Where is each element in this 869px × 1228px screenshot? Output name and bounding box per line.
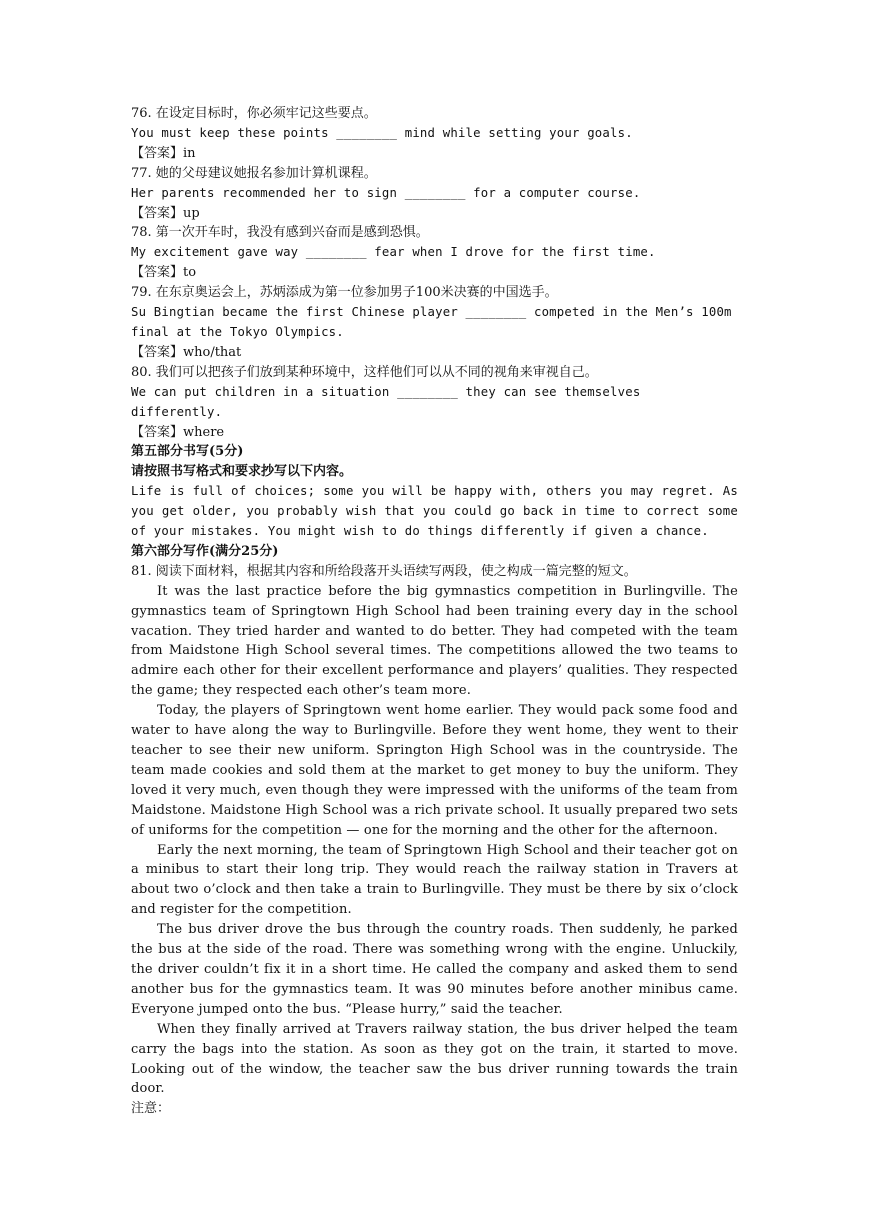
answer-line: 【答案】where [131, 424, 225, 440]
question-english: Her parents recommended her to sign ________ for a computer course. [131, 185, 641, 200]
question-chinese: 78. 第一次开车时，我没有感到兴奋而是感到恐惧。 [131, 225, 429, 241]
story-paragraph: When they finally arrived at Travers railway station, the bus driver helped the team carry the bags into the station. As soon as they got on the train, it started to move. Looking out of the window, the teacher saw the bus driver running towards the train door. [131, 1021, 738, 1097]
question-chinese: 76. 在设定目标时，你必须牢记这些要点。 [131, 106, 377, 121]
question-chinese: 79. 在东京奥运会上，苏炳添成为第一位参加男子100米决赛的中国选手。 [131, 285, 558, 301]
story-paragraph: It was the last practice before the big gymnastics competition in Burlingville. The gymnastics team of Springtown High School had been training every day in the school vacation. They tried harder and wanted to do better. They had competed with the team from Maidstone High School several times. The competitions allowed the two teams to admire each other for their excellent performance and players’ qualities. They respected the game; they respected each other’s team more. [131, 583, 738, 699]
part5-copy-text: Life is full of choices; some you will be happy with, others you may regret. As you get older, you probably wish that you could go back in time to correct some of your mistakes. You might wish to do things differently if given a chance. [131, 484, 746, 539]
question-77 [131, 164, 738, 224]
question-english: You must keep these points ________ mind while setting your goals. [131, 125, 633, 140]
answer-line: 【答案】up [131, 205, 200, 221]
question-english: Su Bingtian became the first Chinese player ________ competed in the Men’s 100m final at the Tokyo Olympics. [131, 305, 740, 339]
answer-line: 【答案】who/that [131, 344, 242, 360]
part5-section [131, 442, 746, 542]
question-chinese: 77. 她的父母建议她报名参加计算机课程。 [131, 165, 377, 181]
part6-section [131, 542, 738, 1119]
part5-title: 第五部分书写(5分) [131, 444, 244, 460]
story-paragraph: Today, the players of Springtown went home earlier. They would pack some food and water to have along the way to Burlingville. Before they went home, they went to their teacher to see their new uniform. Springton High School was in the countryside. The team made cookies and sold them at the market to get money to buy the uniform. They loved it very much, even though they were impressed with the uniforms of the team from Maidstone. Maidstone High School was a rich private school. It usually prepared two sets of uniforms for the competition — one for the morning and the other for the afternoon. [131, 703, 738, 838]
answer-line: 【答案】in [131, 145, 196, 161]
note-label: 注意： [131, 1101, 171, 1117]
question-80 [131, 363, 738, 443]
part6-task: 81. 阅读下面材料，根据其内容和所给段落开头语续写两段，使之构成一篇完整的短文。 [131, 563, 637, 579]
part5-instruction: 请按照书写格式和要求抄写以下内容。 [131, 464, 353, 480]
answer-line: 【答案】to [131, 265, 197, 281]
question-english: We can put children in a situation ________ they can see themselves differently. [131, 384, 649, 419]
question-78 [131, 223, 738, 283]
question-english: My excitement gave way ________ fear when I drove for the first time. [131, 245, 656, 260]
document-page [131, 104, 746, 1119]
part6-title: 第六部分写作(满分25分) [131, 543, 279, 559]
question-76 [131, 104, 738, 164]
story-paragraph: Early the next morning, the team of Springtown High School and their teacher got on a minibus to start their long trip. They would reach the railway station in Travers at about two o’clock and then take a train to Burlingville. They must be there by six o’clock and register for the competition. [131, 842, 738, 918]
question-79 [131, 283, 738, 363]
question-chinese: 80. 我们可以把孩子们放到某种环境中，这样他们可以从不同的视角来审视自己。 [131, 364, 598, 380]
story-paragraph: The bus driver drove the bus through the country roads. Then suddenly, he parked the bus at the side of the road. There was something wrong with the engine. Unluckily, the driver couldn’t fix it in a short time. He called the company and asked them to send another bus for the gymnastics team. It was 90 minutes before another minibus came. Everyone jumped onto the bus. “Please hurry,” said the teacher. [131, 922, 738, 1017]
